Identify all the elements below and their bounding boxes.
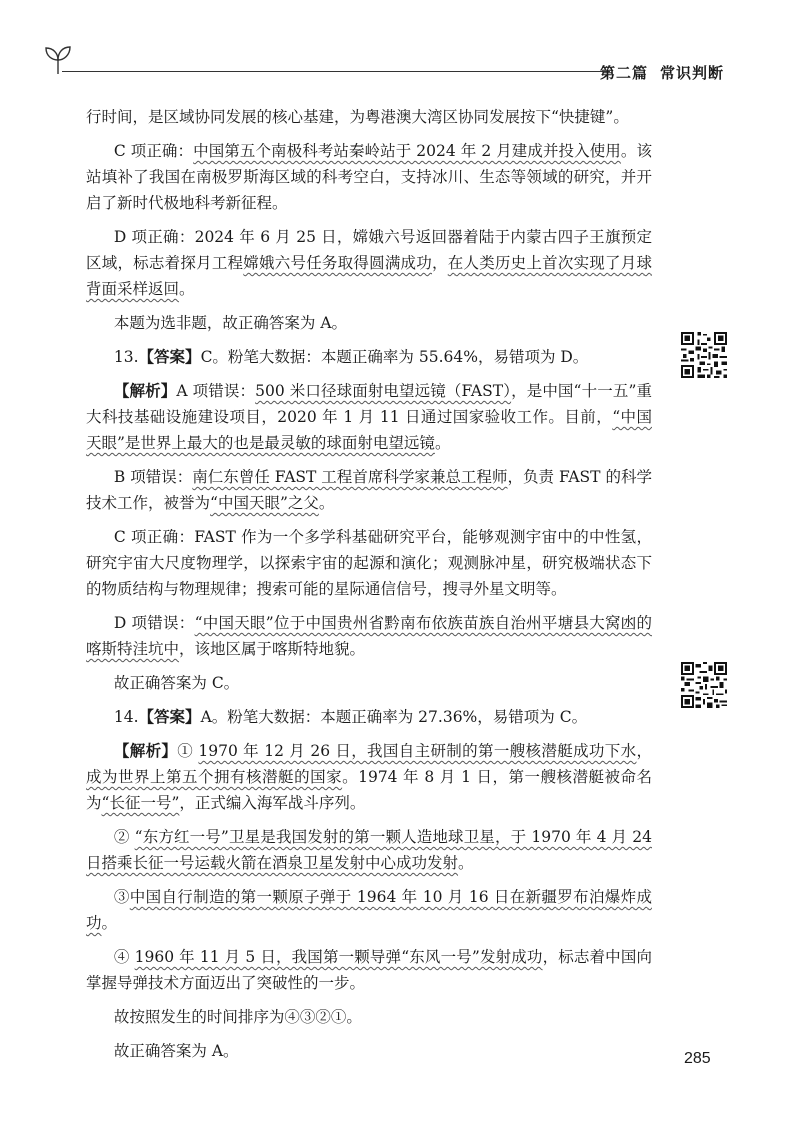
order-q14: 故按照发生的时间排序为④③②①。 — [113, 1008, 362, 1026]
answer-q14: 14.【答案】A。粉笔大数据：本题正确率为 27.36%，易错项为 C。 — [113, 707, 588, 726]
analysis-q13-a: 【解析】A 项错误：500 米口径球面射电望远镜（FAST），是中国“十一五”重大科技基础设施建设项目，2020 年 1 月 11 日通过国家验收工作。目前，“中国天眼”是世界上最大的也是最灵敏的球面射电望远镜。 — [86, 381, 652, 452]
conclusion-q12: 本题为选非题，故正确答案为 A。 — [113, 314, 348, 332]
analysis-q13-b: B 项错误：南仁东曾任 FAST 工程首席科学家兼总工程师，负责 FAST 的科学技术工作，被誉为“中国天眼”之父。 — [86, 468, 652, 512]
analysis-q14-4: ④ 1960 年 11 月 5 日，我国第一颗导弹“东风一号”发射成功，标志着中国向掌握导弹技术方面迈出了突破性的一步。 — [86, 948, 652, 992]
header-title: 常识判断 — [659, 64, 724, 82]
analysis-q14-3: ③中国自行制造的第一颗原子弹于 1964 年 10 月 16 日在新疆罗布泊爆炸成功。 — [86, 888, 652, 932]
paragraph-option-c-q12: C 项正确：中国第五个南极科考站秦岭站于 2024 年 2 月建成并投入使用。该站填补了我国在南极罗斯海区域的科考空白，支持冰川、生态等领域的研究，并开启了新时代极地科考新征程。 — [86, 142, 652, 212]
answer-q13: 13.【答案】C。粉笔大数据：本题正确率为 55.64%，易错项为 D。 — [113, 347, 589, 366]
analysis-q14-2: ② “东方红一号”卫星是我国发射的第一颗人造地球卫星，于 1970 年 4 月 24 日搭乘长征一号运载火箭在酒泉卫星发射中心成功发射。 — [86, 828, 652, 872]
qr-code-icon[interactable] — [681, 662, 727, 708]
header-part: 第二篇 — [599, 64, 648, 82]
conclusion-q13: 故正确答案为 C。 — [113, 674, 240, 692]
header-section — [600, 62, 724, 83]
conclusion-q14: 故正确答案为 A。 — [113, 1042, 239, 1060]
analysis-q13-d: D 项错误：“中国天眼”位于中国贵州省黔南布依族苗族自治州平塘县大窝凼的喀斯特洼坑中，该地区属于喀斯特地貌。 — [86, 614, 652, 658]
analysis-q13-c: C 项正确：FAST 作为一个多学科基础研究平台，能够观测宇宙中的中性氢，研究宇宙大尺度物理学，以探索宇宙的起源和演化；观测脉冲星，研究极端状态下的物质结构与物理规律；搜索可能的星际通信信号，搜寻外星文明等。 — [86, 528, 652, 598]
paragraph: 行时间，是区域协同发展的核心基建，为粤港澳大湾区协同发展按下“快捷键”。 — [86, 108, 629, 126]
qr-code-icon[interactable] — [681, 332, 727, 378]
paragraph-option-d-q12: D 项正确：2024 年 6 月 25 日，嫦娥六号返回器着陆于内蒙古四子王旗预定区域，标志着探月工程嫦娥六号任务取得圆满成功，在人类历史上首次实现了月球背面采样返回。 — [86, 228, 652, 298]
analysis-q14-1: 【解析】① 1970 年 12 月 26 日，我国自主研制的第一艘核潜艇成功下水，成为世界上第五个拥有核潜艇的国家。1974 年 8 月 1 日，第一艘核潜艇被命名为“长征一号”，正式编入海军战斗序列。 — [86, 741, 652, 812]
page-number: 285 — [684, 1050, 711, 1067]
answer-explanations — [86, 104, 652, 1072]
header-rule — [62, 71, 610, 72]
